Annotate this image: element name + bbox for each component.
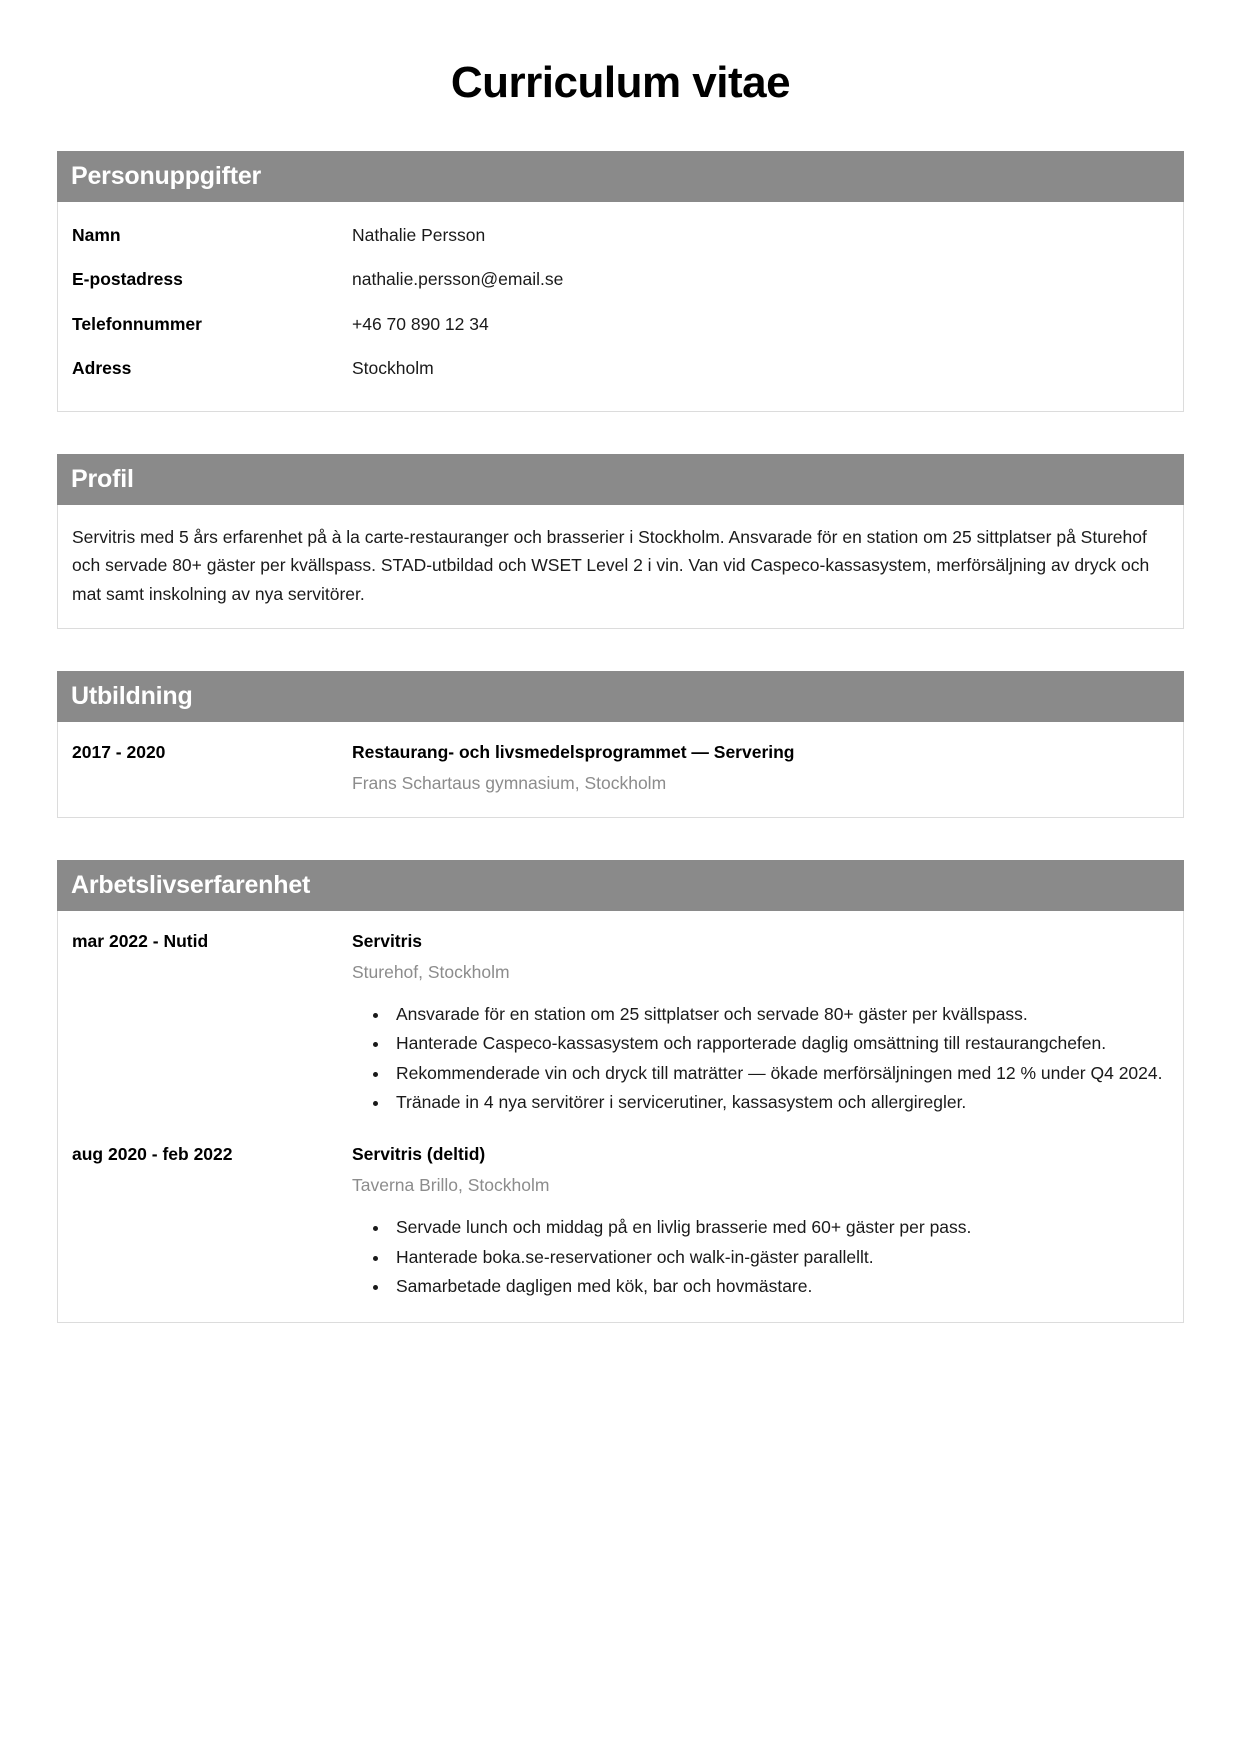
entry-main <box>352 1142 1169 1300</box>
entry-bullet-list <box>352 1001 1169 1116</box>
section-experience <box>57 860 1184 1323</box>
entry-item <box>72 929 1169 1116</box>
entry-subtitle: Sturehof, Stockholm <box>352 961 510 982</box>
entry-bullet: • Ansvarade för en station om 25 sittplatser och servade 80+ gäster per kvällspass. <box>390 1001 1169 1028</box>
section-header-personal-details: Personuppgifter <box>57 151 1184 202</box>
entry-subtitle: Taverna Brillo, Stockholm <box>352 1174 550 1195</box>
section-header-experience: Arbetslivserfarenhet <box>57 860 1184 911</box>
personal-detail-value: Nathalie Persson <box>352 224 486 245</box>
entry-item <box>72 1142 1169 1300</box>
entry-bullet: • Rekommenderade vin och dryck till maträtter — ökade merförsäljningen med 12 % under Q4 2024. <box>390 1060 1169 1087</box>
entry-period: aug 2020 - feb 2022 <box>72 1144 233 1165</box>
personal-detail-label: Telefonnummer <box>72 313 202 334</box>
personal-detail-label: Namn <box>72 224 121 245</box>
section-personal-details <box>57 151 1184 413</box>
page-title: Curriculum vitae <box>450 58 791 107</box>
entry-bullet: • Hanterade Caspeco-kassasystem och rapporterade daglig omsättning till restaurangchefen. <box>390 1030 1169 1057</box>
entry-subtitle: Frans Schartaus gymnasium, Stockholm <box>352 772 667 793</box>
personal-detail-row <box>72 268 1169 292</box>
entry-period: 2017 - 2020 <box>72 742 166 763</box>
entry-title: Restaurang- och livsmedelsprogrammet — Servering <box>352 742 795 763</box>
entry-bullet: • Hanterade boka.se-reservationer och walk-in-gäster parallellt. <box>390 1244 1169 1271</box>
experience-body <box>57 911 1184 1323</box>
personal-detail-label: Adress <box>72 358 132 379</box>
section-header-education: Utbildning <box>57 671 1184 722</box>
personal-detail-row <box>72 224 1169 248</box>
education-body <box>57 722 1184 818</box>
section-profile <box>57 454 1184 629</box>
personal-detail-value: nathalie.persson@email.se <box>352 269 564 290</box>
entry-bullet: • Samarbetade dagligen med kök, bar och hovmästare. <box>390 1273 1169 1300</box>
entry-main <box>352 929 1169 1116</box>
personal-detail-value: Stockholm <box>352 358 434 379</box>
section-education <box>57 671 1184 818</box>
entry-main <box>352 740 1169 795</box>
profile-body <box>57 505 1184 629</box>
section-header-profile: Profil <box>57 454 1184 505</box>
personal-detail-label: E-postadress <box>72 269 183 290</box>
entry-item <box>72 740 1169 795</box>
profile-text: Servitris med 5 års erfarenhet på à la carte-restauranger och brasserier i Stockholm. Ansvarade för en station om 25 sittplatser på Sturehof och servade 80+ gäster per kvällspass. STAD-utbildad och WSET Level 2 i vin. Van vid Caspeco-kassasystem, merförsäljning av dryck och mat samt inskolning av nya servitörer. <box>72 527 1150 604</box>
entry-title: Servitris (deltid) <box>352 1144 486 1165</box>
personal-detail-row <box>72 357 1169 381</box>
entry-bullet: • Tränade in 4 nya servitörer i servicerutiner, kassasystem och allergiregler. <box>390 1089 1169 1116</box>
entry-bullet-list <box>352 1214 1169 1300</box>
entry-title: Servitris <box>352 931 423 952</box>
entry-bullet: • Servade lunch och middag på en livlig brasserie med 60+ gäster per pass. <box>390 1214 1169 1241</box>
entry-period: mar 2022 - Nutid <box>72 931 209 952</box>
personal-details-body <box>57 202 1184 413</box>
personal-detail-value: +46 70 890 12 34 <box>352 313 489 334</box>
personal-detail-row <box>72 313 1169 337</box>
